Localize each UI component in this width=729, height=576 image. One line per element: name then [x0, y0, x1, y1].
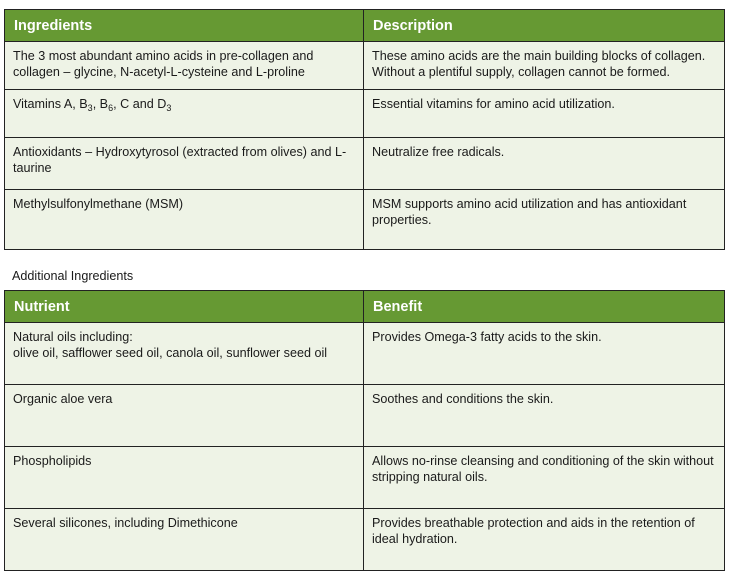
table-row — [5, 90, 725, 138]
ingredient-cell: Antioxidants – Hydroxytyrosol (extracted from olives) and L-taurine — [5, 138, 364, 190]
nutrient-line: Natural oils including: — [13, 330, 133, 344]
nutrient-cell: Phospholipids — [5, 447, 364, 509]
column-header-benefit: Benefit — [364, 291, 725, 323]
additional-ingredients-table — [4, 290, 725, 571]
ingredient-cell: The 3 most abundant amino acids in pre-collagen and collagen – glycine, N-acetyl-L-cysteine and L-proline — [5, 42, 364, 90]
description-cell: Neutralize free radicals. — [364, 138, 725, 190]
table-row — [5, 385, 725, 447]
subscript: 6 — [108, 103, 114, 113]
subscript: 3 — [166, 103, 172, 113]
vitamins-text: , C and D — [113, 97, 167, 111]
table-header-row — [5, 10, 725, 42]
description-cell: Essential vitamins for amino acid utilization. — [364, 90, 725, 138]
table-row — [5, 323, 725, 385]
ingredients-table — [4, 9, 725, 250]
vitamins-text: Vitamins A, B — [13, 97, 88, 111]
nutrient-line: olive oil, safflower seed oil, canola oil, sunflower seed oil — [13, 346, 328, 360]
subscript: 3 — [87, 103, 93, 113]
benefit-cell: Provides breathable protection and aids in the retention of ideal hydration. — [364, 509, 725, 571]
vitamins-text: , B — [92, 97, 109, 111]
column-header-ingredients: Ingredients — [5, 10, 364, 42]
table-row — [5, 42, 725, 90]
benefit-cell: Allows no-rinse cleansing and conditioning of the skin without stripping natural oils. — [364, 447, 725, 509]
table-row — [5, 509, 725, 571]
nutrient-cell: Several silicones, including Dimethicone — [5, 509, 364, 571]
column-header-description: Description — [364, 10, 725, 42]
nutrient-cell — [5, 323, 364, 385]
ingredient-cell — [5, 90, 364, 138]
table-header-row — [5, 291, 725, 323]
section-caption: Additional Ingredients — [12, 269, 134, 283]
benefit-cell: Soothes and conditions the skin. — [364, 385, 725, 447]
description-cell: MSM supports amino acid utilization and has antioxidant properties. — [364, 190, 725, 250]
ingredient-cell: Methylsulfonylmethane (MSM) — [5, 190, 364, 250]
description-cell: These amino acids are the main building blocks of collagen. Without a plentiful supply, collagen cannot be formed. — [364, 42, 725, 90]
column-header-nutrient: Nutrient — [5, 291, 364, 323]
table-row — [5, 138, 725, 190]
nutrient-cell: Organic aloe vera — [5, 385, 364, 447]
table-row — [5, 447, 725, 509]
benefit-cell: Provides Omega-3 fatty acids to the skin. — [364, 323, 725, 385]
table-row — [5, 190, 725, 250]
